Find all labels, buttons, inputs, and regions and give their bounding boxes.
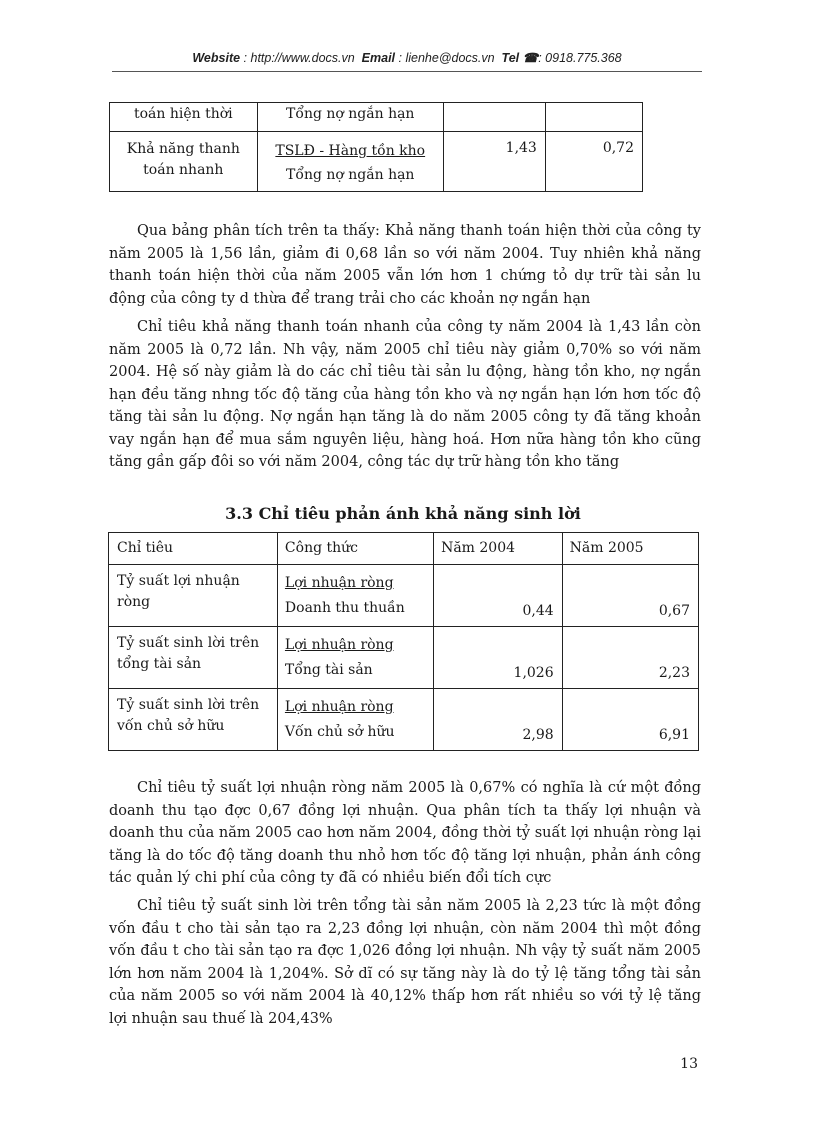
row-label-line1: Tỷ suất lợi nhuận [117,573,240,589]
tel-label: Tel [501,51,520,65]
paragraph-text: Chỉ tiêu khả năng thanh toán nhanh của công ty năm 2004 là 1,43 lần còn năm 2005 là 0,72 lần. Nh vậy, năm 2005 chỉ tiêu này giảm 0,70% so với năm 2004. Hệ số này giảm là do các chỉ tiêu tài sản lu động, hàng tồn kho, nợ ngắn hạn đều tăng nhng tốc độ tăng của hàng tồn kho và nợ ngắn hạn lớn hơn tốc độ tăng tài sản lu động. Nợ ngắn hạn tăng là do năm 2005 công ty đã tăng khoản vay ngắn hạn để mua sắm nguyên liệu, hàng hoá. Hơn nữa hàng tồn kho cũng tăng gần gấp đôi so với năm 2004, công tác dự trữ hàng tồn kho tăng [109,319,701,470]
formula-cell [257,103,443,132]
formula-denominator: Tổng nợ ngắn hạn [286,167,415,183]
email-label: Email [361,51,396,65]
value-2004: 2,98 [434,689,563,751]
formula-cell [257,132,443,192]
column-header: Công thức [277,533,433,565]
column-header: Năm 2004 [434,533,563,565]
row-label [109,689,278,751]
value-2004: 1,026 [434,627,563,689]
formula-denominator: Vốn chủ sở hữu [284,724,395,740]
formula-denominator: Tổng tài sản [284,662,373,678]
formula-cell [277,689,433,751]
table-row [110,103,643,132]
row-label-line2: ròng [117,594,151,610]
column-header: Năm 2005 [562,533,698,565]
table-header-row [109,533,699,565]
row-label-line1: Khả năng thanh [126,141,240,157]
website-url[interactable]: : http://www.docs.vn [243,51,355,65]
value-2005: 2,23 [562,627,698,689]
value-2005: 6,91 [562,689,698,751]
paragraph [109,895,701,1030]
row-label-line1: Tỷ suất sinh lời trên [117,635,260,651]
row-label [110,132,258,192]
paragraph [109,316,701,474]
paragraph [109,777,701,890]
section-title: 3.3 Chỉ tiêu phản ánh khả năng sinh lời [225,504,581,523]
row-label [110,103,258,132]
row-label-line2: vốn chủ sở hữu [117,718,225,734]
liquidity-table [109,102,643,192]
profitability-table [108,532,699,751]
row-label [109,565,278,627]
paragraph-text: Chỉ tiêu tỷ suất sinh lời trên tổng tài sản năm 2005 là 2,23 tức là một đồng vốn đầu t cho tài sản tạo ra 2,23 đồng lợi nhuận, còn năm 2004 thì một đồng vốn đầu t cho tài sản tạo ra đợc 1,026 đồng lợi nhuận. Nh vậy tỷ suất năm 2005 lớn hơn năm 2004 là 1,204%. Sở dĩ có sự tăng này là do tỷ lệ tăng tổng tài sản của năm 2005 so với năm 2004 là 40,12% thấp hơn rất nhiều so với tỷ lệ tăng lợi nhuận sau thuế là 204,43% [109,898,701,1027]
header-divider [112,71,702,72]
page-header [112,50,702,65]
table-row [109,689,699,751]
formula-numerator: TSLĐ - Hàng tồn kho [275,143,426,159]
row-label-line2: toán nhanh [143,162,224,178]
paragraph [109,220,701,310]
formula-denominator: Tổng nợ ngắn hạn [286,106,415,122]
value-2004: 0,44 [434,565,563,627]
table-row [109,627,699,689]
formula-cell [277,565,433,627]
row-label [109,627,278,689]
phone-icon: ☎ [522,51,539,65]
table-row [109,565,699,627]
value-2005: 0,67 [562,565,698,627]
value-2005 [545,103,642,132]
page-number: 13 [680,1056,698,1072]
formula-numerator: Lợi nhuận ròng [284,575,394,591]
row-label-line2: tổng tài sản [117,656,202,672]
value-2005: 0,72 [545,132,642,192]
row-label-text: toán hiện thời [133,106,233,122]
table-row [110,132,643,192]
paragraph-text: Qua bảng phân tích trên ta thấy: Khả năng thanh toán hiện thời của công ty năm 2005 là 1,56 lần, giảm đi 0,68 lần so với năm 2004. Tuy nhiên khả năng thanh toán hiện thời của năm 2005 vẫn lớn hơn 1 chứng tỏ dự trữ tài sản lu động của công ty d thừa để trang trải cho các khoản nợ ngắn hạn [109,223,701,307]
paragraph-text: Chỉ tiêu tỷ suất lợi nhuận ròng năm 2005 là 0,67% có nghĩa là cứ một đồng doanh thu tạo đợc 0,67 đồng lợi nhuận. Qua phân tích ta thấy lợi nhuận và doanh thu của năm 2005 cao hơn năm 2004, đồng thời tỷ suất lợi nhuận ròng lại tăng là do tốc độ tăng doanh thu nhỏ hơn tốc độ tăng lợi nhuận, phản ánh công tác quản lý chi phí của công ty đã có nhiều biến đổi tích cực [109,780,701,886]
website-label: Website [192,51,241,65]
value-2004 [443,103,545,132]
email-address[interactable]: : lienhe@docs.vn [398,51,495,65]
tel-number: : 0918.775.368 [538,51,622,65]
formula-numerator: Lợi nhuận ròng [284,699,394,715]
formula-numerator: Lợi nhuận ròng [284,637,394,653]
formula-cell [277,627,433,689]
row-label-line1: Tỷ suất sinh lời trên [117,697,260,713]
value-2004: 1,43 [443,132,545,192]
column-header: Chỉ tiêu [109,533,278,565]
formula-denominator: Doanh thu thuần [284,600,405,616]
